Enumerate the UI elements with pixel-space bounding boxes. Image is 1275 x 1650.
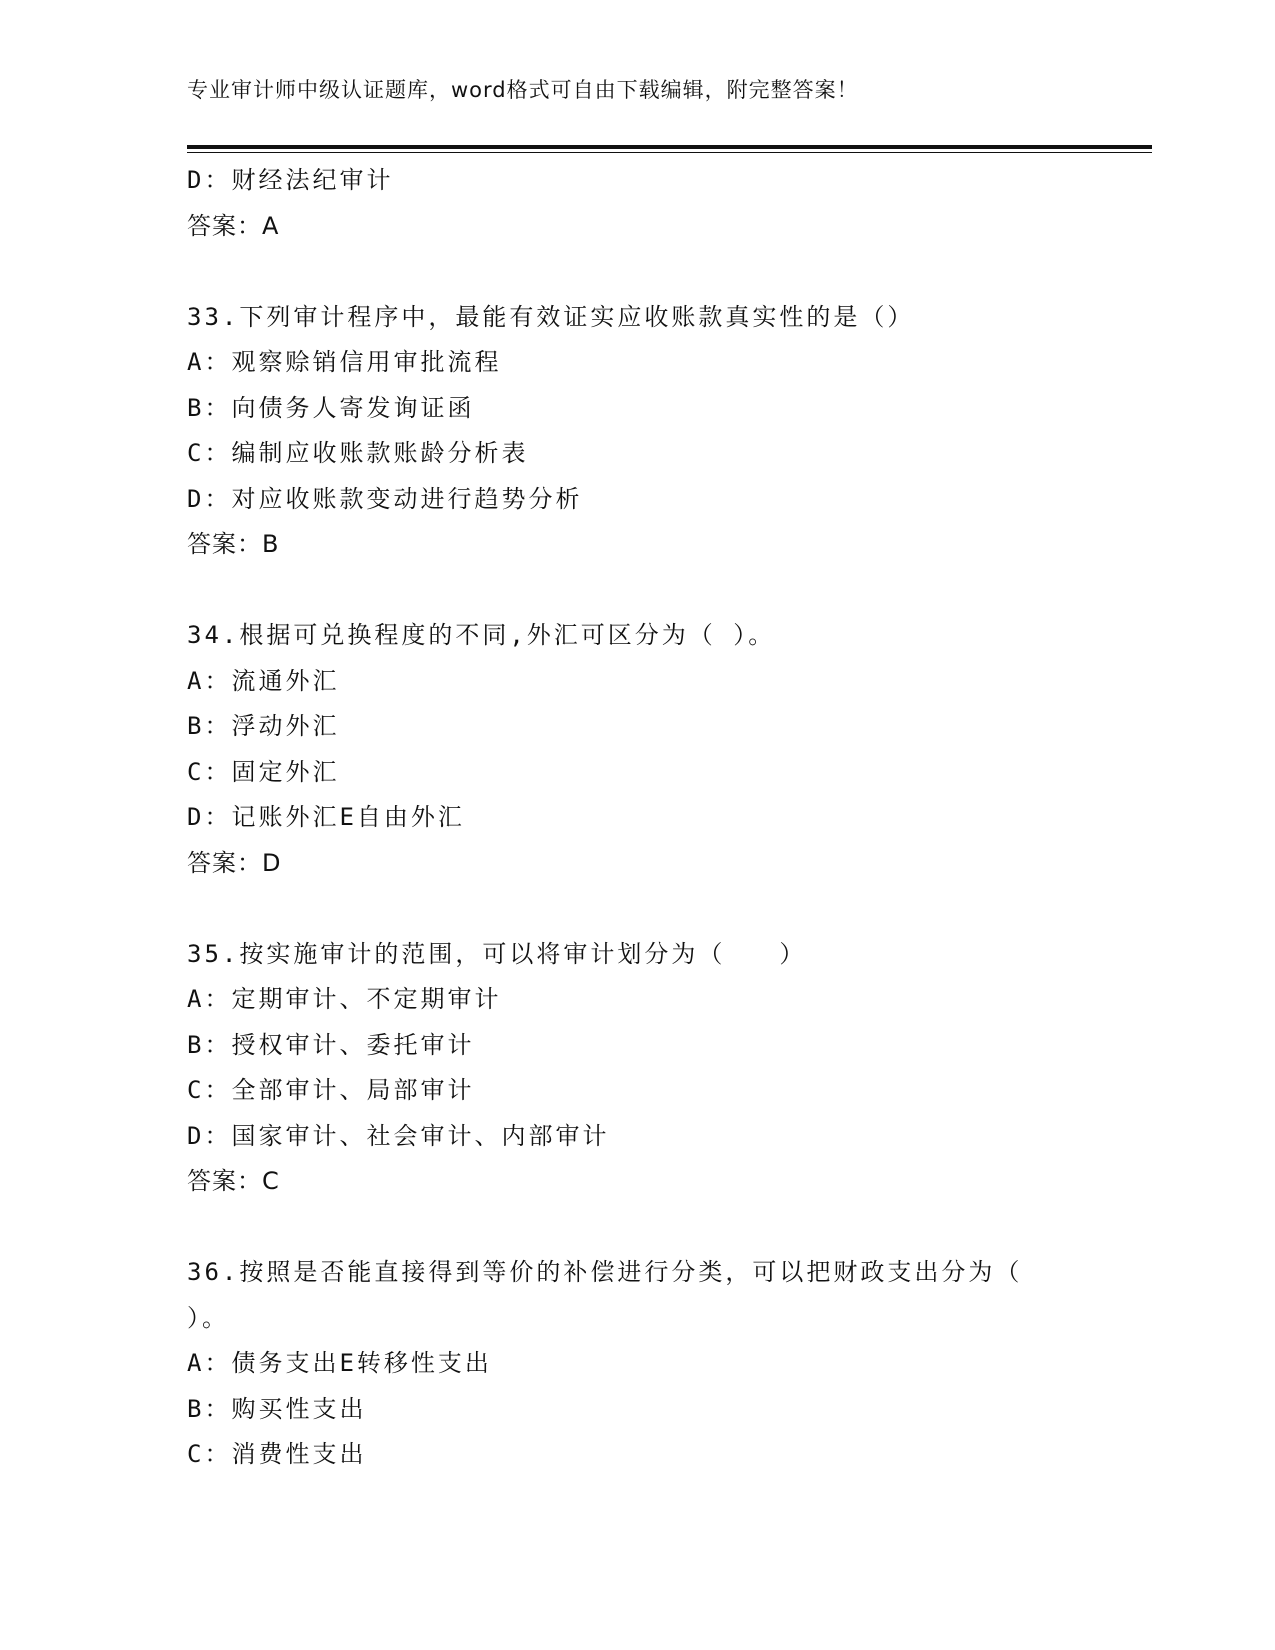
option-c: C：全部审计、局部审计 [187,1076,475,1104]
option-d: D：财经法纪审计 [187,166,394,194]
spacer [187,886,1147,932]
option-a: A：观察赊销信用审批流程 [187,348,502,376]
option-a: A：定期审计、不定期审计 [187,985,502,1013]
header-rule-thick [187,145,1152,149]
option-b: B：购买性支出 [187,1394,367,1423]
spacer [187,249,1147,295]
option-d: D：记账外汇E自由外汇 [187,803,465,831]
option-b: B：浮动外汇 [187,712,340,740]
spacer [187,1205,1147,1251]
question-36-stem: 36.按照是否能直接得到等价的补偿进行分类，可以把财政支出分为（ [187,1258,1023,1286]
question-34-stem: 34.根据可兑换程度的不同,外汇可区分为（ ）。 [187,621,776,649]
option-b: B：向债务人寄发询证函 [187,393,475,422]
option-c: C：消费性支出 [187,1440,367,1468]
option-d: D：对应收账款变动进行趋势分析 [187,484,583,513]
question-36-stem-continued: ）。 [187,1303,229,1332]
option-b: B：授权审计、委托审计 [187,1030,475,1059]
question-content [187,158,1147,1478]
option-c: C：编制应收账款账龄分析表 [187,439,529,467]
spacer [187,568,1147,614]
option-a: A：流通外汇 [187,666,340,695]
answer-line: 答案：A [187,211,280,240]
answer-line: 答案：B [187,530,280,558]
option-d: D：国家审计、社会审计、内部审计 [187,1121,610,1150]
answer-line: 答案：D [187,848,282,877]
question-33-stem: 33.下列审计程序中，最能有效证实应收账款真实性的是（） [187,302,915,331]
option-a: A：债务支出E转移性支出 [187,1349,492,1377]
question-35-stem: 35.按实施审计的范围，可以将审计划分为（ ） [187,939,807,968]
answer-line: 答案：C [187,1167,280,1195]
header-rule-thin [187,152,1152,153]
option-c: C：固定外汇 [187,757,340,786]
document-header: 专业审计师中级认证题库，word格式可自由下载编辑，附完整答案！ [187,78,859,102]
